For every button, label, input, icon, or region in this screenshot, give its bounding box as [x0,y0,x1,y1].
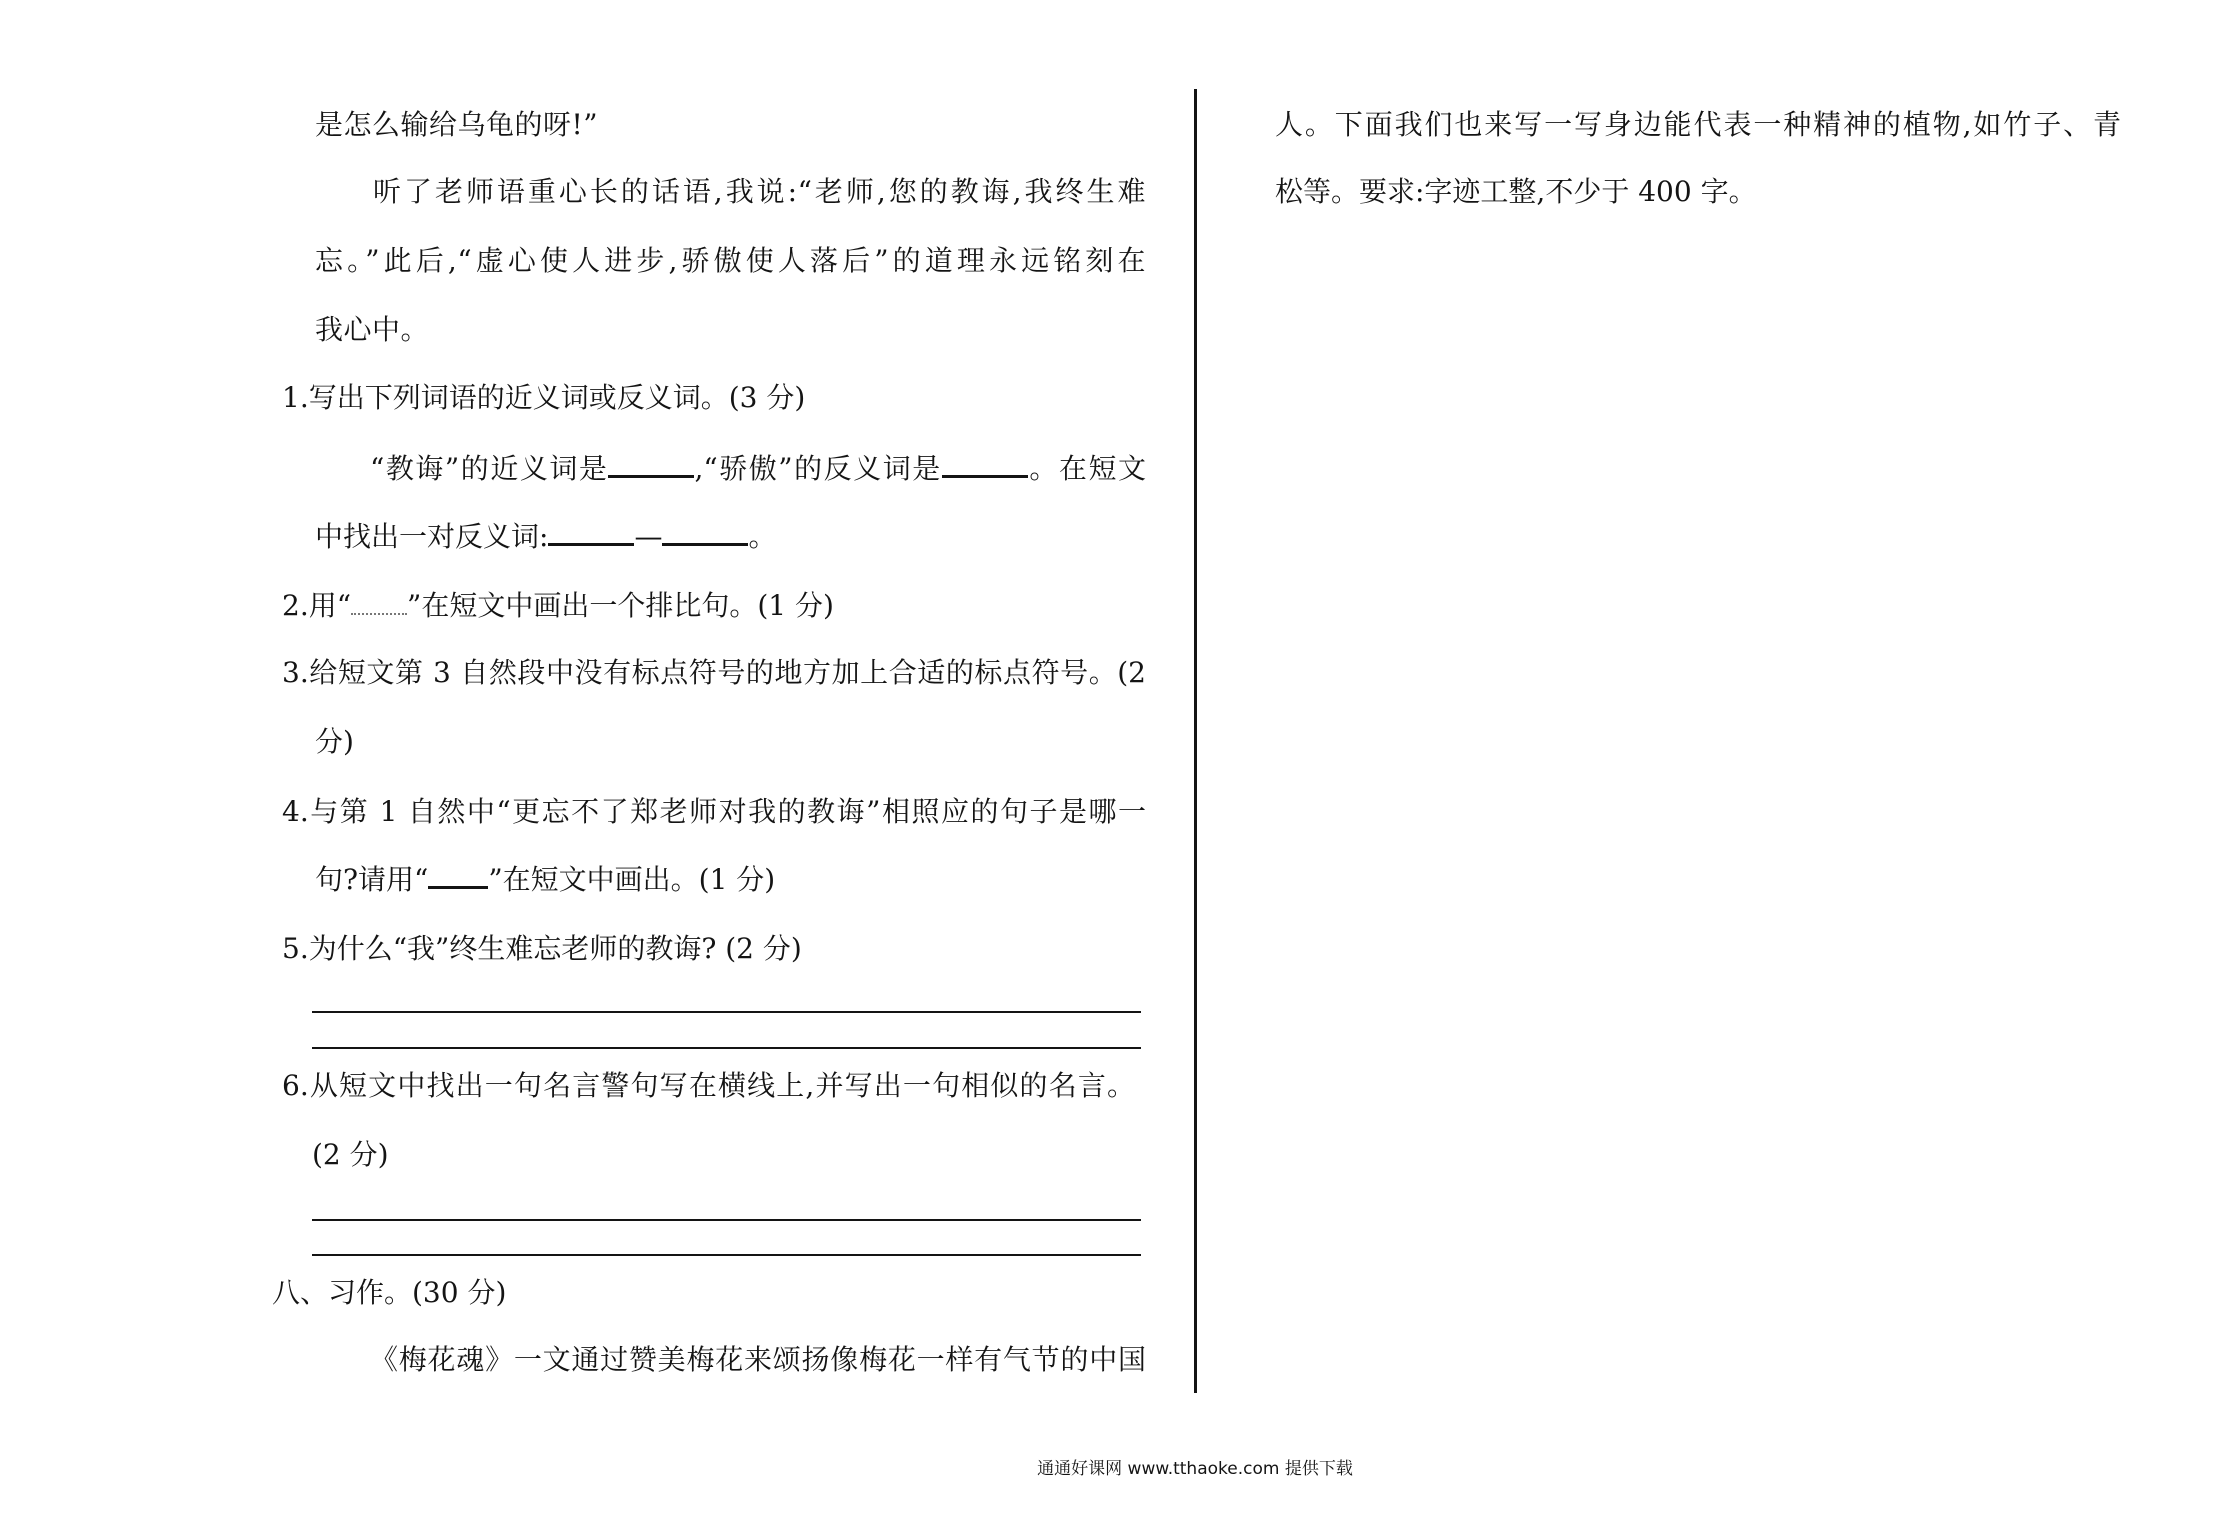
question-1-line-2 [370,449,1146,489]
passage-line: 听了老师语重心长的话语,我说:“老师,您的教诲,我终生难 [373,175,1146,208]
question-text: ”在短文中画出。(1 分) [488,863,776,896]
answer-blank-antonym-pair-1 [548,523,634,546]
answer-line [312,1219,1141,1221]
column-divider [1194,89,1197,1393]
question-6-prompt-continued: (2 分) [312,1138,389,1171]
question-4-prompt: 4.与第 1 自然中“更忘不了郑老师对我的教诲”相照应的句子是哪一 [282,795,1146,828]
answer-line [312,1047,1141,1049]
question-6-prompt: 6.从短文中找出一句名言警句写在横线上,并写出一句相似的名言。 [282,1069,1135,1102]
question-text: ”在短文中画出一个排比句。(1 分) [407,589,834,622]
question-3-prompt: 3.给短文第 3 自然段中没有标点符号的地方加上合适的标点符号。(2 [282,656,1146,689]
answer-blank-synonym [608,455,694,478]
question-2-prompt [282,586,834,626]
wavy-underline-mark [351,593,407,615]
page-footer: 通通好课网 www.tthaoke.com 提供下载 [1037,1459,1353,1479]
section-8-instruction-line: 《梅花魂》一文通过赞美梅花来颂扬像梅花一样有气节的中国 [370,1343,1146,1376]
question-5-prompt: 5.为什么“我”终生难忘老师的教诲? (2 分) [282,932,802,965]
section-8-heading: 八、习作。(30 分) [272,1276,507,1309]
answer-blank-antonym-pair-2 [662,523,748,546]
section-8-instruction-line: 人。下面我们也来写一写身边能代表一种精神的植物,如竹子、青 [1275,108,2121,141]
answer-line [312,1254,1141,1256]
answer-blank-antonym [942,455,1028,478]
passage-line: 忘。”此后,“虚心使人进步,骄傲使人落后”的道理永远铭刻在 [315,244,1146,277]
straight-underline-mark [428,866,488,889]
dash-separator: — [634,520,663,553]
question-text: ,“骄傲”的反义词是 [694,452,942,485]
question-1-line-3 [315,517,776,557]
section-8-instruction-line: 松等。要求:字迹工整,不少于 400 字。 [1275,175,1757,208]
question-text: 句?请用“ [315,863,429,896]
question-4-prompt-continued [315,860,775,900]
question-3-prompt-continued: 分) [315,725,354,758]
question-text: 中找出一对反义词: [315,520,549,553]
passage-line: 我心中。 [315,313,430,346]
question-text: 。 [748,520,777,553]
question-text: 2.用“ [282,589,352,622]
question-1-prompt: 1.写出下列词语的近义词或反义词。(3 分) [282,381,806,414]
question-text: 。在短文 [1027,452,1146,485]
answer-line [312,1011,1141,1013]
question-text: “教诲”的近义词是 [370,452,609,485]
passage-line: 是怎么输给乌龟的呀!” [315,108,599,141]
